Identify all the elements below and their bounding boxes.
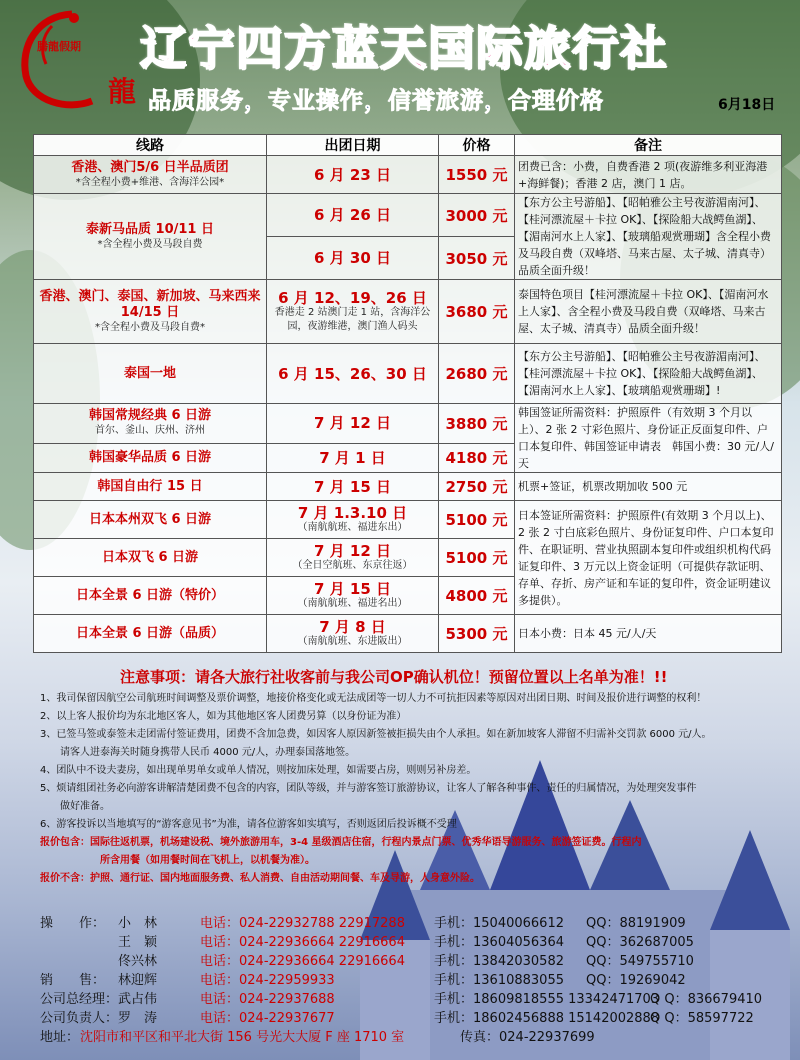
term-item: 请客人进泰海关时随身携带人民币 4000 元/人，办理泰国落地签。 <box>60 747 356 758</box>
price-includes: 报价包含：国际往返机票，机场建设税、境外旅游用车，3-4 星级酒店住宿，行程内景点门票、优秀华语导游服务、旅游签证费。行程内 <box>40 837 642 848</box>
contact-row <box>40 931 800 950</box>
contact-phone: 电话：024-22936664 22916664 <box>200 935 405 950</box>
price-excludes: 报价不含：护照、通行证、国内地面服务费、私人消费、自由活动期间餐、车及导游，人身意外险。 <box>40 873 480 884</box>
date-cell: 6 月 23 日 <box>267 156 439 194</box>
contact-role: 公司总经理： <box>40 992 119 1007</box>
date-cell: 6 月 12、19、26 日 香港走 2 站澳门走 1 站，含海洋公园，夜游维港，澳门渔人码头 <box>267 280 439 344</box>
term-item: 1、我司保留因航空公司航班时间调整及票价调整，地接价格变化或无法成团等一切人力不可抗拒因素等原因对出团日期、时间及报价进行调整的权利！ <box>40 693 707 704</box>
contact-mobile: 手机：13842030582 <box>434 954 564 969</box>
logo-character: 龍 <box>108 75 137 108</box>
term-item: 做好准备。 <box>60 801 110 812</box>
contact-phone: 电话：024-22937677 <box>200 1011 335 1026</box>
price-cell: 2750 元 <box>439 473 515 501</box>
note-cell: 日本签证所需资料：护照原件(有效期 3 个月以上)、2 张 2 寸白底彩色照片、身份证复印件、户口本复印件、在职证明、营业执照副本复印件或组织机构代码证复印件、3 万元以上资金证明（可提供存款证明、存单、存折、房产证和车证的复印件，资金证明建议多提供）。 <box>515 501 782 615</box>
table-row <box>34 194 782 237</box>
date-cell: 7 月 1 日 <box>267 443 439 472</box>
header <box>0 0 800 135</box>
contact-row <box>40 988 800 1007</box>
contact-role: 公司负责人： <box>40 1011 119 1026</box>
contact-mobile: 手机：13604056364 <box>434 935 564 950</box>
dragon-logo <box>12 6 137 116</box>
contact-role: 地址： <box>40 1030 80 1045</box>
price-includes-meals: 所含用餐（如用餐时间在飞机上，以机餐为准）。 <box>100 855 315 866</box>
contact-mobile: 手机：15040066612 <box>434 916 564 931</box>
header-price: 价格 <box>439 135 515 156</box>
tour-table <box>33 134 782 653</box>
contacts-section <box>40 912 800 1045</box>
price-cell: 5300 元 <box>439 615 515 653</box>
contact-qq: Q Q：58597722 <box>650 1011 754 1026</box>
price-cell: 3680 元 <box>439 280 515 344</box>
contact-qq: QQ：362687005 <box>586 935 694 950</box>
price-cell: 5100 元 <box>439 539 515 577</box>
price-cell: 4800 元 <box>439 577 515 615</box>
route-cell: 香港、澳门5/6 日半品质团 *含全程小费+维港、含海洋公园* <box>34 156 267 194</box>
note-cell: 机票+签证，机票改期加收 500 元 <box>515 473 782 501</box>
note-cell: 【东方公主号游船】、【昭帕雅公主号夜游湄南河】、【桂河漂流屋＋卡拉 OK】、【探险船大战鳄鱼湖】、【湄南河水上人家】、【玻璃船观赏珊瑚】含全程小费及马段自费（双峰塔、马来古屋、太子城、清真寺）品质全面升级！ <box>515 194 782 280</box>
price-cell: 3050 元 <box>439 237 515 280</box>
contact-phone: 电话：024-22936664 22916664 <box>200 954 405 969</box>
date-cell: 7 月 12 日 （全日空航班、东京往返） <box>267 539 439 577</box>
contact-row <box>40 950 800 969</box>
table-header-row <box>34 135 782 156</box>
route-cell: 日本全景 6 日游（特价） <box>34 577 267 615</box>
contact-name: 佟兴林 <box>118 954 158 969</box>
contact-role: 操 作： <box>40 916 106 931</box>
note-cell: 团费已含：小费，自费香港 2 项(夜游维多利亚海港+海鲜餐)；香港 2 店，澳门 1 店。 <box>515 156 782 194</box>
table-row <box>34 501 782 539</box>
contact-phone: 电话：024-22932788 22917288 <box>200 916 405 931</box>
contact-mobile: 手机：18609818555 13342471703 <box>434 992 660 1007</box>
price-cell: 3000 元 <box>439 194 515 237</box>
term-item: 5、烦请组团社务必向游客讲解清楚团费不包含的内容，团队等级，并与游客签订旅游协议，让客人了解各种事件、责任的归属情况，为处理突发事件 <box>40 783 697 794</box>
table-row <box>34 473 782 501</box>
table-row <box>34 280 782 344</box>
price-cell: 5100 元 <box>439 501 515 539</box>
slogan: 品质服务，专业操作，信誉旅游，合理价格 <box>148 88 604 114</box>
logo-text: 腾龍假期 <box>37 40 81 53</box>
header-notes: 备注 <box>515 135 782 156</box>
term-item: 4、团队中不设夫妻房，如出现单男单女或单人情况，则按加床处理，如需要占房，则则另补房差。 <box>40 765 477 776</box>
contact-name: 林迎辉 <box>118 973 158 988</box>
contact-qq: QQ：88191909 <box>586 916 686 931</box>
date-cell: 6 月 30 日 <box>267 237 439 280</box>
route-cell: 香港、澳门、泰国、新加坡、马来西来 14/15 日 *含全程小费及马段自费* <box>34 280 267 344</box>
price-cell: 3880 元 <box>439 404 515 444</box>
contact-name: 王 颖 <box>118 935 158 950</box>
contact-row <box>40 1026 800 1045</box>
date-cell: 6 月 15、26、30 日 <box>267 344 439 404</box>
date-cell: 6 月 26 日 <box>267 194 439 237</box>
table-row <box>34 615 782 653</box>
route-cell: 日本本州双飞 6 日游 <box>34 501 267 539</box>
price-cell: 4180 元 <box>439 443 515 472</box>
term-item: 3、已签马签或泰签未走团需付签证费用，团费不含加急费，如因客人原因新签被拒损失由个人承担。如在新加坡客人滞留不归需补交罚款 6000 元/人。 <box>40 729 712 740</box>
contact-row <box>40 912 800 931</box>
attention-notice: 注意事项：请各大旅行社收客前与我公司OP确认机位！预留位置以上名单为准！!! <box>120 668 668 686</box>
price-cell: 2680 元 <box>439 344 515 404</box>
route-cell: 韩国自由行 15 日 <box>34 473 267 501</box>
note-cell: 泰国特色项目【桂河漂流屋＋卡拉 OK】、【湄南河水上人家】、含全程小费及马段自费（双峰塔、马来古屋、太子城、清真寺）品质全面升级！ <box>515 280 782 344</box>
contact-name: 小 林 <box>118 916 158 931</box>
contact-row <box>40 969 800 988</box>
contact-name: 罗 涛 <box>118 1011 158 1026</box>
date-cell: 7 月 15 日 （南航航班、福进名出） <box>267 577 439 615</box>
fax: 传真：024-22937699 <box>460 1030 595 1045</box>
note-cell: 韩国签证所需资料：护照原件（有效期 3 个月以上）、2 张 2 寸彩色照片、身份证正反面复印件、户口本复印件、韩国签证申请表 韩国小费：30 元/人/天 <box>515 404 782 473</box>
header-route: 线路 <box>34 135 267 156</box>
term-item: 2、以上客人报价均为东北地区客人，如为其他地区客人团费另算（以身份证为准） <box>40 711 407 722</box>
terms-list <box>40 690 780 888</box>
route-cell: 韩国常规经典 6 日游 首尔、釜山、庆州、济州 <box>34 404 267 444</box>
contact-row <box>40 1007 800 1026</box>
address: 沈阳市和平区和平北大街 156 号光大大厦 F 座 1710 室 <box>80 1030 405 1045</box>
contact-name: 武占伟 <box>118 992 158 1007</box>
table-row <box>34 156 782 194</box>
route-cell: 韩国豪华品质 6 日游 <box>34 443 267 472</box>
price-cell: 1550 元 <box>439 156 515 194</box>
route-cell: 日本双飞 6 日游 <box>34 539 267 577</box>
contact-role: 销 售： <box>40 973 106 988</box>
date-cell: 7 月 8 日 （南航航班、东进阪出） <box>267 615 439 653</box>
header-dates: 出团日期 <box>267 135 439 156</box>
date-cell: 7 月 15 日 <box>267 473 439 501</box>
contact-mobile: 手机：18602456888 15142002888 <box>434 1011 660 1026</box>
contact-mobile: 手机：13610883055 <box>434 973 564 988</box>
contact-qq: QQ：549755710 <box>586 954 694 969</box>
contact-phone: 电话：024-22937688 <box>200 992 335 1007</box>
contact-qq: QQ：19269042 <box>586 973 686 988</box>
table-row <box>34 404 782 444</box>
note-cell: 日本小费：日本 45 元/人/天 <box>515 615 782 653</box>
agency-title: 辽宁四方蓝天国际旅行社 <box>140 21 668 75</box>
route-cell: 日本全景 6 日游（品质） <box>34 615 267 653</box>
contact-qq: Q Q：836679410 <box>650 992 763 1007</box>
route-cell: 泰新马品质 10/11 日 *含全程小费及马段自费 <box>34 194 267 280</box>
route-cell: 泰国一地 <box>34 344 267 404</box>
term-item: 6、游客投诉以当地填写的“游客意见书”为准，请各位游客如实填写，否则返团后投诉概不受理 <box>40 819 457 830</box>
table-row <box>34 344 782 404</box>
contact-phone: 电话：024-22959933 <box>200 973 335 988</box>
note-cell: 【东方公主号游船】、【昭帕雅公主号夜游湄南河】、【桂河漂流屋＋卡拉 OK】、【探险船大战鳄鱼湖】、【湄南河水上人家】、【玻璃船观赏珊瑚】! <box>515 344 782 404</box>
date-cell: 7 月 12 日 <box>267 404 439 444</box>
date-cell: 7 月 1.3.10 日 （南航航班、福进东出） <box>267 501 439 539</box>
issue-date: 6月18日 <box>718 97 776 113</box>
